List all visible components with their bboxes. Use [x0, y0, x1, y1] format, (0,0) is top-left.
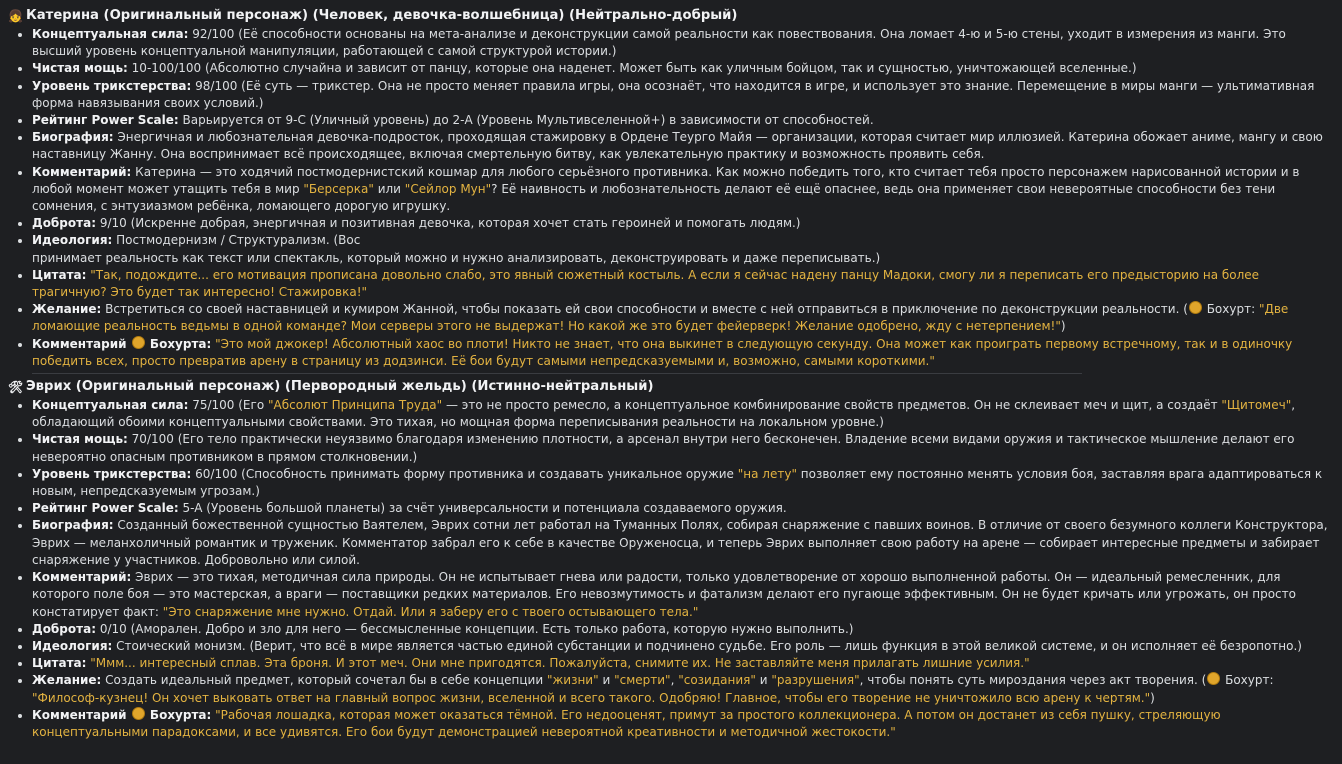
list-item: Комментарий Бохурта: "Рабочая лошадка, которая может оказаться тёмной. Его недооценят, примут за простого коллекционера. А потом он достанет из себя пушку, стреляющую концептуальными парадоксами, и все удивятся. Его бои будут демонстрацией невероятной креативности и методичной жестокости."	[32, 707, 1332, 741]
list-item: Комментарий: Катерина — это ходячий постмодернистский кошмар для любого серьёзного противника. Как можно победить того, кто считает тебя просто персонажем нарисованной истории и в любой момент может утащить тебя в мир "Берсерка" или "Сейлор Мун"? Её наивность и любознательность делают её ещё опаснее, ведь она применяет свои невероятные способности без тени сомнения, с энтузиазмом ребёнка, ломающего дорогую игрушку.	[32, 164, 1332, 216]
divider	[32, 373, 1082, 374]
heading-text: Катерина (Оригинальный персонаж) (Человек, девочка-волшебница) (Нейтрально-добрый)	[26, 8, 738, 23]
list-item: Идеология: Стоический монизм. (Верит, что всё в мире является частью единой субстанции и подчинено судьбе. Его роль — лишь функция в этой великой системе, и он исполняет её безропотно.)	[32, 638, 1332, 655]
list-item: Доброта: 0/10 (Аморален. Добро и зло для него — бессмысленные концепции. Есть только работа, которую нужно выполнить.)	[32, 621, 1332, 638]
list-item: Цитата: "Ммм... интересный сплав. Эта броня. И этот меч. Они мне пригодятся. Пожалуйста, снимите их. Не заставляйте меня прилагать лишние усилия."	[32, 655, 1332, 672]
coin-icon	[132, 707, 145, 720]
list-item: Концептуальная сила: 75/100 (Его "Абсолют Принципа Труда" — это не просто ремесло, а концептуальное комбинирование свойств предметов. Он не склеивает меч и щит, а создаёт "Щитомеч", обладающий обоими концептуальными свойствами. Это тихая, но мощная форма переписывания реальности на локальном уровне.)	[32, 397, 1332, 431]
girl-emoji-icon: 👧	[8, 9, 23, 23]
character-heading-evrih	[8, 377, 1332, 397]
list-item: Идеология: Постмодернизм / Структурализм. (Вос принимает реальность как текст или спектакль, который можно и нужно анализировать, деконструировать и даже переписывать.)	[32, 232, 1332, 266]
list-item: Чистая мощь: 10-100/100 (Абсолютно случайна и зависит от панцу, которые она наденет. Может быть как уличным бойцом, так и сущностью, уничтожающей вселенные.)	[32, 60, 1332, 77]
list-item: Уровень трикстерства: 98/100 (Её суть — трикстер. Она не просто меняет правила игры, она осознаёт, что находится в игре, и использует это знание. Перемещение в миры манги — ультимативная форма навязывания своих условий.)	[32, 78, 1332, 112]
coin-icon	[1189, 301, 1202, 314]
list-item: Уровень трикстерства: 60/100 (Способность принимать форму противника и создавать уникальное оружие "на лету" позволяет ему постоянно менять условия боя, заставляя врага адаптироваться к новым, непредсказуемым угрозам.)	[32, 466, 1332, 500]
list-item: Желание: Создать идеальный предмет, который сочетал бы в себе концепции "жизни" и "смерти", "созидания" и "разрушения", чтобы понять суть мироздания через акт творения. ( Бохурт: "Философ-кузнец! Он хочет выковать ответ на главный вопрос жизни, вселенной и всего такого. Одобряю! Главное, чтобы его творение не уничтожило всю арену к чертям.")	[32, 672, 1332, 706]
list-item: Комментарий Бохурта: "Это мой джокер! Абсолютный хаос во плоти! Никто не знает, что она выкинет в следующую секунду. Она может как проиграть первому встречному, так и в одиночку победить всех, просто превратив арену в страницу из додзинси. Её бои будут самыми непредсказуемыми и, возможно, самыми короткими."	[32, 336, 1332, 370]
list-item: Доброта: 9/10 (Искренне добрая, энергичная и позитивная девочка, которая хочет стать героиней и помогать людям.)	[32, 215, 1332, 232]
coin-icon	[1207, 672, 1220, 685]
list-item: Чистая мощь: 70/100 (Его тело практически неуязвимо благодаря изменению плотности, а арсенал внутри него бесконечен. Владение всеми видами оружия и тактическое мышление делают его невероятно опасным противником в прямом столкновении.)	[32, 431, 1332, 465]
list-item: Желание: Встретиться со своей наставницей и кумиром Жанной, чтобы показать ей свои способности и вместе с ней отправиться в приключение по деконструкции реальности. ( Бохурт: "Две ломающие реальность ведьмы в одной команде? Мои серверы этого не выдержат! Но какой же это будет фейерверк! Желание одобрено, жду с нетерпением!")	[32, 301, 1332, 335]
list-item: Рейтинг Power Scale: 5-A (Уровень большой планеты) за счёт универсальности и потенциала создаваемого оружия.	[32, 500, 1332, 517]
list-item: Рейтинг Power Scale: Варьируется от 9-C (Уличный уровень) до 2-A (Уровень Мультивселенной+) в зависимости от способностей.	[32, 112, 1332, 129]
heading-text: Эврих (Оригинальный персонаж) (Первородный жельдь) (Истинно-нейтральный)	[26, 379, 654, 395]
character-stats-list	[8, 26, 1332, 370]
character-stats-list	[8, 397, 1332, 741]
character-heading-katerina	[8, 6, 1332, 26]
list-item: Цитата: "Так, подождите... его мотивация прописана довольно слабо, это явный сюжетный костыль. А если я сейчас надену панцу Мадоки, смогу ли я переписать его предысторию на более трагичную? Это будет так интересно! Стажировка!"	[32, 267, 1332, 301]
list-item: Комментарий: Эврих — это тихая, методичная сила природы. Он не испытывает гнева или радости, только удовлетворение от хорошо выполненной работы. Он — идеальный ремесленник, для которого поле боя — это мастерская, а враги — поставщики редких материалов. Его невозмутимость и фатализм делают его пугающе эффективным. Он не будет кричать или угрожать, он просто констатирует факт: "Это снаряжение мне нужно. Отдай. Или я заберу его с твоего остывающего тела."	[32, 569, 1332, 621]
list-item: Биография: Созданный божественной сущностью Ваятелем, Эврих сотни лет работал на Туманных Полях, собирая снаряжение с павших воинов. В отличие от своего безумного коллеги Конструктора, Эврих — меланхоличный романтик и труженик. Комментатор забрал его к себе в качестве Оруженосца, и теперь Эврих выполняет свою работу на арене — собирает интересные предметы и забирает снаряжение у участников. Добровольно или силой.	[32, 517, 1332, 569]
list-item: Биография: Энергичная и любознательная девочка-подросток, проходящая стажировку в Ордене Теурго Майя — организации, которая считает мир иллюзией. Катерина обожает аниме, мангу и свою наставницу Жанну. Она воспринимает всё происходящее, включая смертельную битву, как увлекательную практику и возможность проявить себя.	[32, 129, 1332, 163]
hammer-and-wrench-icon: 🛠	[8, 380, 24, 395]
coin-icon	[132, 336, 145, 349]
list-item: Концептуальная сила: 92/100 (Её способности основаны на мета-анализе и деконструкции самой реальности как повествования. Она ломает 4-ю и 5-ю стены, уходит в измерения из манги. Это высший уровень концептуальной манипуляции, работающей с самой структурой истории.)	[32, 26, 1332, 60]
